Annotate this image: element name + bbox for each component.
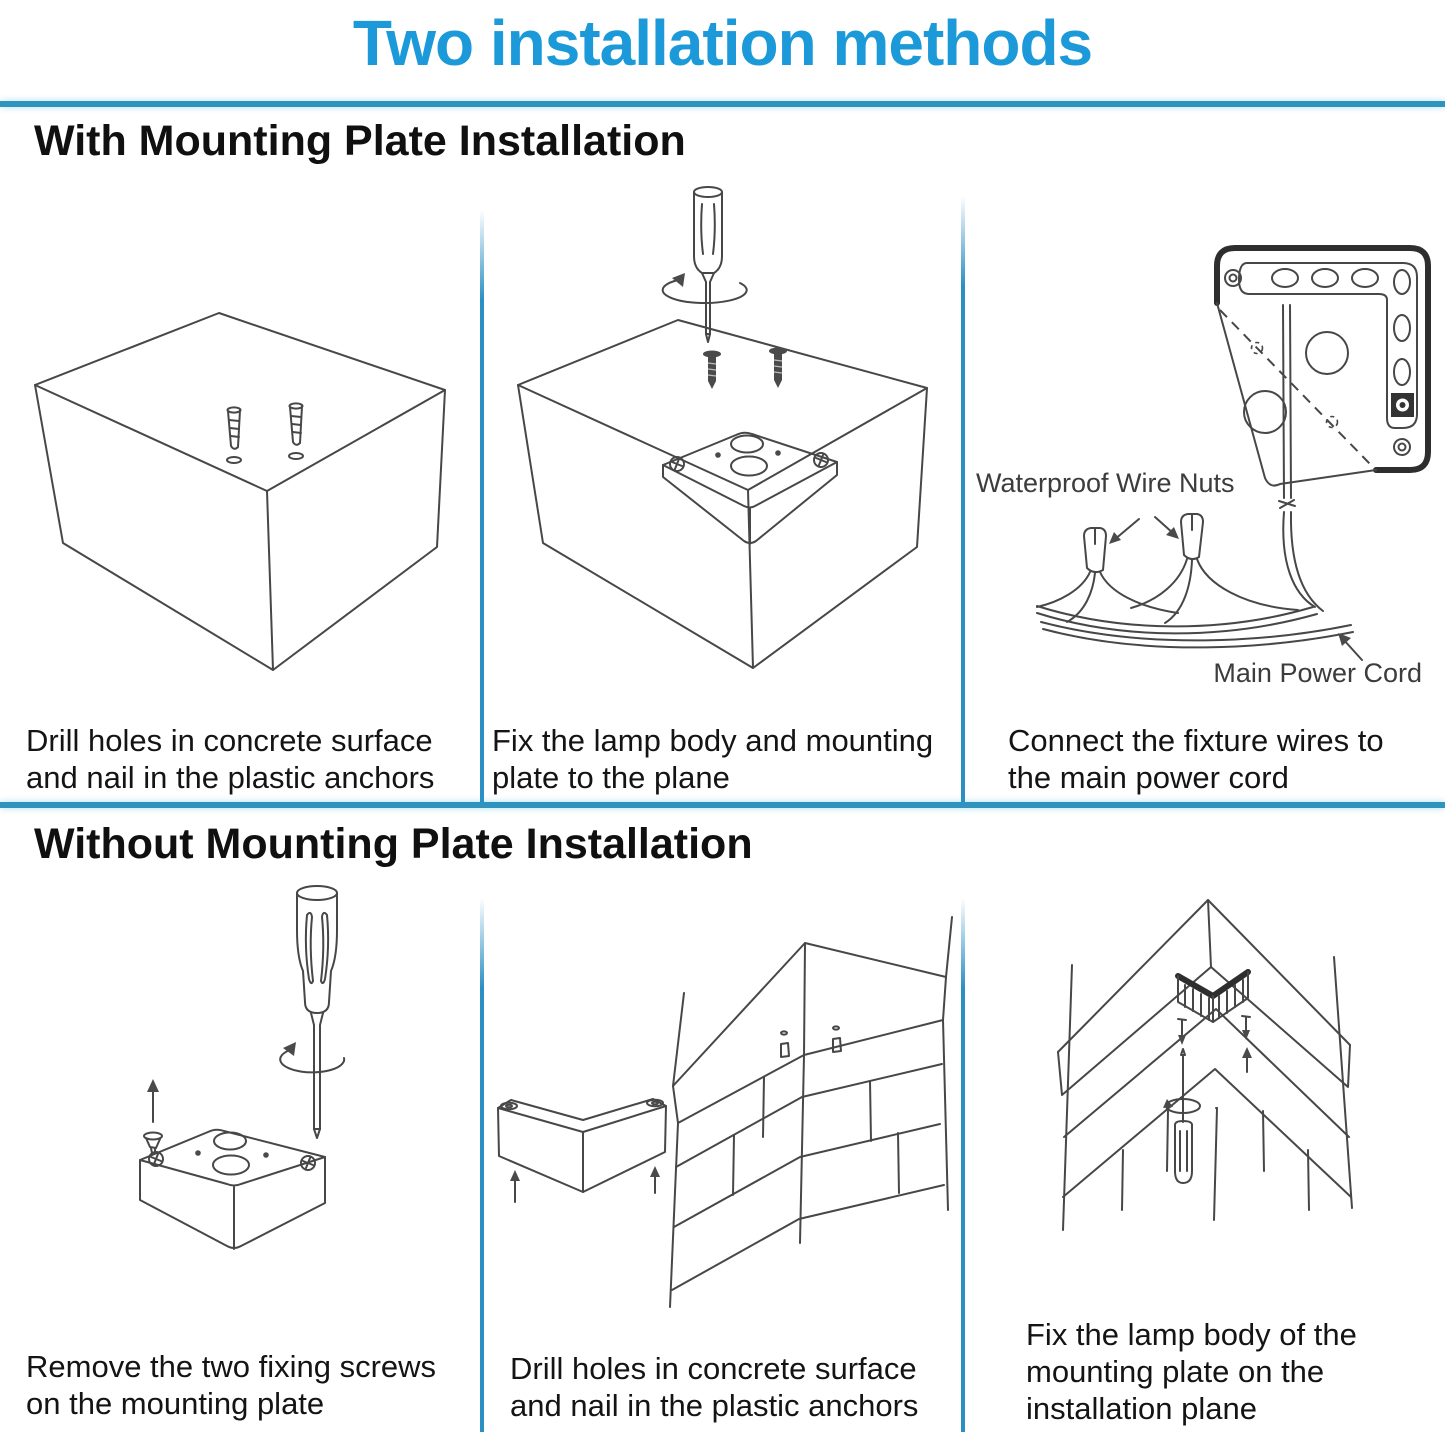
caption-fix-lamp-plate: Fix the lamp body and mounting plate to the plane — [492, 723, 934, 795]
divider-line-top — [0, 101, 1445, 107]
wire-nut-icon — [1037, 528, 1178, 622]
illustration-fix-lamp-corner — [963, 875, 1445, 1335]
page-title: Two installation methods — [352, 7, 1093, 79]
brick-corner-wall — [1058, 900, 1352, 1230]
up-arrow-icon — [1242, 1047, 1252, 1072]
label-main-power-cord: Main Power Cord — [1213, 658, 1422, 688]
section-heading-without-plate: Without Mounting Plate Installation — [34, 820, 753, 868]
illustration-wiring-connection — [963, 170, 1445, 710]
plastic-anchor-icon — [289, 403, 303, 459]
main-power-cord — [1037, 606, 1362, 660]
fixture-wires — [1279, 305, 1323, 611]
rotation-arrow-icon — [280, 1042, 344, 1072]
up-arrow-icon — [510, 1170, 520, 1202]
illustration-remove-screws — [0, 875, 482, 1335]
up-arrow-icon — [650, 1166, 660, 1193]
illustration-concrete-box-anchors — [0, 170, 482, 710]
screwdriver-icon — [297, 886, 337, 1138]
illustration-corner-wall-anchors — [482, 875, 963, 1335]
screw-icon — [144, 1133, 162, 1154]
caption-fix-lamp-plane: Fix the lamp body of the mounting plate on the installation plane — [1026, 1317, 1357, 1426]
plastic-anchor-icon — [781, 1031, 789, 1057]
plastic-anchor-icon — [227, 407, 241, 463]
screw-icon — [703, 351, 721, 390]
caption-drill-anchors: Drill holes in concrete surface and nail in the plastic anchors — [26, 723, 435, 795]
section-heading-with-plate: With Mounting Plate Installation — [34, 117, 686, 165]
screw-icon — [769, 348, 787, 389]
brick-corner-wall — [670, 917, 952, 1307]
caption-remove-screws: Remove the two fixing screws on the mounting plate — [26, 1349, 437, 1421]
label-waterproof-wire-nuts: Waterproof Wire Nuts — [976, 468, 1235, 498]
divider-line-middle — [0, 802, 1445, 808]
caption-drill-anchors-2: Drill holes in concrete surface and nail in the plastic anchors — [510, 1351, 919, 1423]
mounting-plate-icon — [140, 1130, 325, 1249]
screwdriver-icon — [694, 187, 722, 342]
up-arrow-icon — [147, 1079, 159, 1122]
installed-lamp-body — [1178, 972, 1248, 1022]
lamp-fixture-back — [1217, 248, 1428, 486]
caption-connect-wires: Connect the fixture wires to the main power cord — [1008, 723, 1384, 795]
label-arrows — [1109, 517, 1179, 544]
corner-lamp-body — [498, 1099, 666, 1192]
illustration-fix-plate-screwdriver — [482, 170, 963, 710]
wire-nut-icon — [1131, 514, 1298, 623]
